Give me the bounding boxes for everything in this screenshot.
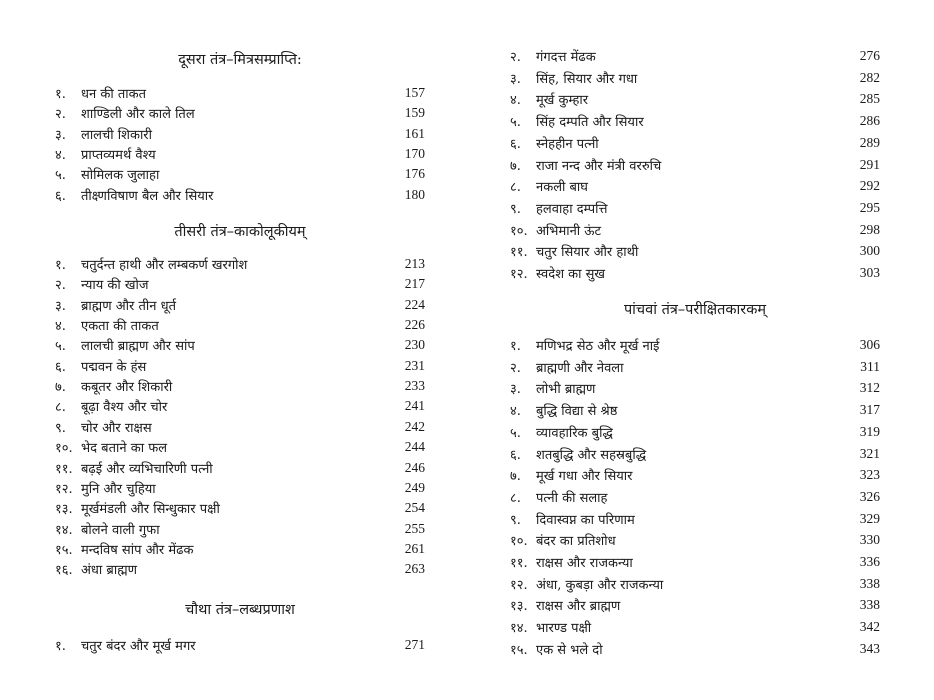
section-heading: चौथा तंत्र–लब्धप्रणाश [185, 602, 295, 618]
toc-entry [55, 335, 425, 355]
entry-label [510, 336, 659, 354]
entry-title: नकली बाघ [536, 180, 588, 196]
entry-label [510, 618, 591, 636]
entry-page-number: 338 [859, 597, 880, 613]
entry-title: गंगदत्त मेंढक [536, 50, 596, 65]
entry-page-number: 282 [859, 69, 880, 85]
entry-page-number: 319 [859, 423, 880, 439]
entry-number: १५. [510, 642, 528, 658]
toc-entry [55, 185, 425, 205]
entry-page-number: 317 [859, 402, 880, 418]
entry-number: २. [510, 360, 521, 376]
entry-label [55, 397, 167, 415]
entry-page-number: 254 [404, 500, 425, 516]
entry-page-number: 233 [404, 378, 425, 394]
entry-label [55, 255, 247, 273]
entry-title: मुनि और चुहिया [81, 481, 156, 497]
entry-title: चतुर बंदर और मूर्ख मगर [81, 639, 196, 654]
entry-title: एक से भले दो [536, 642, 603, 658]
toc-entry [55, 498, 425, 518]
entry-number: १२. [510, 577, 528, 593]
entry-number: १२. [510, 267, 528, 282]
section-heading: पांचवां तंत्र–परीक्षितकारकम् [623, 302, 767, 318]
entry-page-number: 285 [859, 91, 880, 107]
entry-number: ४. [510, 93, 521, 109]
entry-number: ८. [55, 400, 66, 416]
toc-entry [55, 417, 425, 437]
toc-entry [55, 103, 425, 123]
entry-number: १. [55, 87, 66, 102]
toc-entry [510, 444, 880, 464]
toc-entry [55, 458, 425, 478]
toc-entry [510, 400, 880, 420]
entry-title: अंधा, कुबड़ा और राजकन्या [536, 577, 664, 593]
entry-label [510, 401, 617, 419]
toc-entry [55, 164, 425, 184]
entry-number: ७. [510, 158, 521, 174]
entry-number: २. [510, 50, 521, 65]
entry-title: सोमिलक जुलाहा [81, 168, 160, 184]
toc-entry [55, 437, 425, 457]
entry-page-number: 343 [859, 640, 880, 656]
entry-label [55, 275, 149, 293]
entry-number: ९. [510, 201, 521, 217]
entry-label [510, 445, 646, 463]
entry-label [510, 596, 620, 614]
toc-entry [55, 274, 425, 294]
toc-entry [510, 335, 880, 355]
entry-title: बुद्धि विद्या से श्रेष्ठ [536, 404, 618, 420]
entry-number: ५. [510, 115, 521, 131]
entry-page-number: 329 [859, 510, 880, 526]
entry-title: सिंह, सियार और गधा [536, 71, 638, 87]
entry-label [510, 466, 632, 484]
entry-number: ६. [510, 447, 521, 463]
toc-entry [510, 263, 880, 283]
entry-label [55, 636, 196, 654]
entry-title: एकता की ताकत [81, 319, 159, 335]
entry-number: १. [55, 258, 66, 273]
entry-title: धन की ताकत [81, 87, 146, 102]
entry-page-number: 242 [404, 418, 425, 434]
toc-entry [510, 552, 880, 572]
toc-entry [510, 465, 880, 485]
entry-number: १२. [55, 481, 73, 497]
entry-number: ५. [510, 425, 521, 441]
toc-entry [510, 241, 880, 261]
entry-number: ३. [510, 71, 521, 87]
entry-page-number: 170 [404, 146, 425, 162]
entry-title: मूर्खमंडली और सिन्धुकार पक्षी [81, 502, 220, 518]
entry-label [55, 499, 220, 517]
toc-entry [55, 635, 425, 655]
toc-entry [510, 198, 880, 218]
entry-label [510, 90, 588, 108]
entry-label [510, 177, 588, 195]
entry-number: ८. [510, 180, 521, 196]
entry-title: भेद बताने का फल [81, 441, 168, 457]
toc-entry [510, 220, 880, 240]
entry-page-number: 263 [404, 561, 425, 577]
entry-page-number: 321 [859, 445, 880, 461]
toc-entry [510, 89, 880, 109]
toc-entry [510, 133, 880, 153]
entry-title: लालची ब्राह्मण और सांप [81, 339, 195, 355]
entry-title: चोर और राक्षस [81, 420, 152, 436]
entry-page-number: 255 [404, 520, 425, 536]
entry-title: शतबुद्धि और सहस्रबुद्धि [536, 447, 647, 463]
entry-page-number: 276 [859, 48, 880, 63]
toc-entry [510, 595, 880, 615]
entry-label [510, 553, 633, 571]
entry-number: २. [55, 107, 66, 123]
entry-label [510, 531, 616, 549]
toc-entry [510, 46, 880, 66]
entry-page-number: 213 [404, 256, 425, 271]
entry-label [510, 358, 623, 376]
entry-title: अंधा ब्राह्मण [81, 563, 138, 579]
entry-page-number: 159 [404, 105, 425, 121]
entry-title: राजा नन्द और मंत्री वररुचि [536, 158, 662, 174]
entry-title: ब्राह्मण और तीन धूर्त [81, 298, 177, 314]
entry-label [55, 104, 195, 122]
entry-number: ७. [55, 380, 66, 396]
entry-label [55, 479, 156, 497]
toc-entry [55, 396, 425, 416]
toc-entry [510, 487, 880, 507]
entry-label [510, 242, 638, 260]
entry-title: मन्दविष सांप और मेंढक [81, 542, 194, 558]
entry-number: ४. [55, 148, 66, 164]
entry-label [510, 510, 635, 528]
entry-title: भारण्ड पक्षी [536, 621, 592, 637]
entry-page-number: 323 [859, 467, 880, 483]
entry-title: राक्षस और ब्राह्मण [536, 599, 621, 615]
entry-title: मूर्ख कुम्हार [536, 93, 589, 109]
entry-page-number: 217 [404, 276, 425, 292]
toc-entry [55, 144, 425, 164]
entry-number: ८. [510, 490, 521, 506]
entry-number: ७. [510, 469, 521, 485]
entry-label [510, 640, 603, 658]
entry-page-number: 246 [404, 459, 425, 475]
entry-label [510, 134, 599, 152]
entry-page-number: 161 [404, 125, 425, 141]
entry-title: लोभी ब्राह्मण [536, 382, 596, 398]
entry-title: मूर्ख गधा और सियार [536, 469, 633, 485]
entry-page-number: 289 [859, 134, 880, 150]
toc-entry [55, 295, 425, 315]
entry-title: शाण्डिली और काले तिल [81, 107, 195, 123]
entry-title: पद्मवन के हंस [81, 359, 147, 375]
entry-label [510, 264, 605, 282]
entry-number: १३. [55, 502, 73, 518]
entry-title: अभिमानी ऊंट [536, 223, 602, 239]
entry-page-number: 271 [404, 637, 425, 652]
entry-title: राक्षस और राजकन्या [536, 556, 633, 571]
entry-title: सिंह दम्पति और सियार [536, 115, 644, 131]
entry-number: ९. [55, 420, 66, 436]
entry-label [55, 377, 172, 395]
entry-label [55, 145, 156, 163]
entry-page-number: 311 [860, 358, 880, 374]
entry-page-number: 231 [404, 357, 425, 373]
toc-entry [510, 155, 880, 175]
entry-page-number: 298 [859, 221, 880, 237]
toc-entry [55, 315, 425, 335]
entry-number: १. [55, 639, 66, 654]
entry-number: ३. [510, 382, 521, 398]
entry-page-number: 241 [404, 398, 425, 414]
entry-page-number: 230 [404, 337, 425, 353]
entry-label [55, 418, 152, 436]
toc-entry [55, 356, 425, 376]
entry-page-number: 261 [404, 540, 425, 556]
entry-page-number: 336 [859, 554, 880, 569]
toc-entry [510, 617, 880, 637]
entry-number: १४. [510, 621, 528, 637]
entry-page-number: 157 [404, 85, 425, 100]
entry-page-number: 326 [859, 488, 880, 504]
toc-entry [510, 357, 880, 377]
entry-number: १०. [510, 223, 528, 239]
toc-entry [510, 509, 880, 529]
entry-number: १. [510, 339, 521, 354]
entry-number: ६. [510, 136, 521, 152]
entry-title: हलवाहा दम्पत्ति [536, 201, 608, 217]
entry-title: प्राप्तव्यमर्थ वैश्य [81, 148, 156, 164]
entry-title: बंदर का प्रतिशोध [536, 534, 616, 550]
entry-number: ११. [510, 245, 528, 261]
entry-number: ११. [55, 461, 73, 477]
toc-entry [55, 519, 425, 539]
entry-label [510, 112, 644, 130]
entry-page-number: 244 [404, 439, 425, 455]
entry-title: तीक्ष्णविषाण बैल और सियार [81, 188, 214, 204]
toc-entry [510, 111, 880, 131]
entry-label [510, 156, 661, 174]
entry-number: ६. [55, 188, 66, 204]
toc-entry [55, 124, 425, 144]
entry-number: ३. [55, 298, 66, 314]
entry-label [55, 438, 167, 456]
entry-number: १०. [510, 534, 528, 550]
entry-page-number: 176 [404, 166, 425, 182]
entry-page-number: 295 [859, 199, 880, 215]
entry-label [55, 357, 146, 375]
entry-label [55, 316, 159, 334]
entry-title: स्वदेश का सुख [536, 267, 606, 282]
entry-page-number: 330 [859, 532, 880, 548]
entry-title: मणिभद्र सेठ और मूर्ख नाई [536, 339, 660, 354]
entry-label [55, 296, 176, 314]
entry-label [510, 199, 608, 217]
toc-entry [55, 539, 425, 559]
entry-title: ब्राह्मणी और नेवला [536, 360, 624, 376]
entry-label [510, 488, 607, 506]
toc-entry [510, 68, 880, 88]
entry-label [55, 336, 195, 354]
entry-number: ६. [55, 359, 66, 375]
entry-label [55, 560, 137, 578]
entry-label [510, 575, 663, 593]
entry-number: १६. [55, 563, 73, 579]
entry-number: ९. [510, 512, 521, 528]
entry-page-number: 300 [859, 243, 880, 259]
toc-entry [510, 176, 880, 196]
entry-page-number: 180 [404, 186, 425, 202]
entry-title: व्यावहारिक बुद्धि [536, 425, 613, 441]
entry-label [55, 84, 146, 102]
entry-label [55, 520, 160, 538]
entry-title: स्नेहहीन पत्नी [536, 136, 599, 152]
entry-title: दिवास्वप्न का परिणाम [536, 512, 635, 528]
entry-label [55, 125, 152, 143]
entry-number: ५. [55, 339, 66, 355]
entry-label [510, 423, 613, 441]
entry-number: १५. [55, 542, 73, 558]
entry-title: बूढ़ा वैश्य और चोर [81, 400, 168, 416]
entry-title: लालची शिकारी [81, 127, 152, 143]
section-heading: दूसरा तंत्र–मित्रसम्प्राप्ति: [178, 52, 302, 68]
section-heading: तीसरी तंत्र–काकोलूकीयम् [174, 224, 306, 240]
entry-page-number: 342 [859, 619, 880, 635]
entry-label [55, 165, 159, 183]
entry-number: १४. [55, 522, 73, 538]
entry-number: ११. [510, 556, 528, 571]
toc-entry [55, 254, 425, 274]
entry-label [55, 186, 213, 204]
entry-title: पत्नी की सलाह [536, 490, 608, 506]
entry-page-number: 249 [404, 479, 425, 495]
entry-title: बढ़ई और व्यभिचारिणी पत्नी [81, 461, 213, 477]
toc-entry [55, 478, 425, 498]
entry-label [510, 379, 595, 397]
toc-entry [510, 422, 880, 442]
entry-page-number: 224 [404, 296, 425, 312]
entry-title: चतुर सियार और हाथी [536, 245, 639, 261]
entry-page-number: 312 [859, 380, 880, 396]
entry-page-number: 291 [859, 156, 880, 172]
entry-number: २. [55, 278, 66, 294]
entry-page-number: 303 [859, 265, 880, 280]
entry-number: १३. [510, 599, 528, 615]
toc-entry [510, 530, 880, 550]
entry-page-number: 292 [859, 178, 880, 194]
entry-title: बोलने वाली गुफा [81, 522, 160, 538]
toc-entry [510, 639, 880, 659]
entry-title: चतुर्दन्त हाथी और लम्बकर्ण खरगोश [81, 258, 248, 273]
entry-label [55, 540, 193, 558]
entry-number: ४. [55, 319, 66, 335]
entry-page-number: 226 [404, 317, 425, 333]
toc-entry [55, 559, 425, 579]
entry-label [510, 221, 601, 239]
entry-page-number: 286 [859, 113, 880, 129]
entry-title: न्याय की खोज [81, 278, 149, 294]
entry-label [510, 69, 637, 87]
entry-number: १०. [55, 441, 73, 457]
entry-title: कबूतर और शिकारी [81, 380, 173, 396]
entry-page-number: 306 [859, 337, 880, 352]
entry-number: ५. [55, 168, 66, 184]
toc-entry [55, 83, 425, 103]
toc-entry [55, 376, 425, 396]
entry-page-number: 338 [859, 575, 880, 591]
entry-label [510, 47, 596, 65]
toc-entry [510, 378, 880, 398]
entry-number: ३. [55, 127, 66, 143]
entry-number: ४. [510, 404, 521, 420]
entry-label [55, 459, 213, 477]
toc-entry [510, 574, 880, 594]
